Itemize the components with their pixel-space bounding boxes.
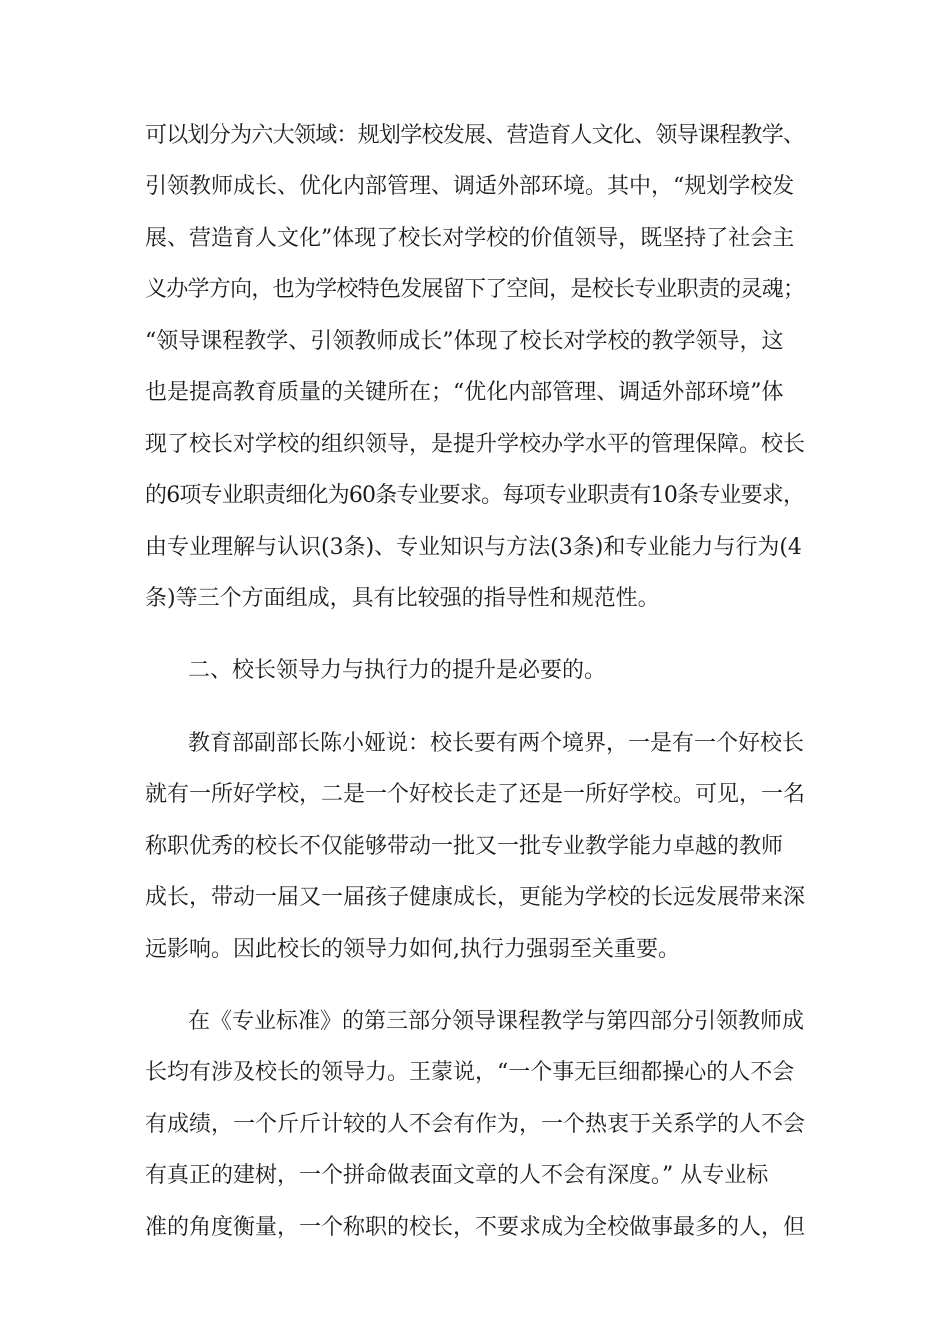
paragraph-2-line-5: 远影响。因此校长的领导力如何,执行力强弱至关重要。 [145,937,680,962]
paragraph-1-line-3: 展、营造育人文化”体现了校长对学校的价值领导，既坚持了社会主 [145,226,795,251]
paragraph-1-line-5: “领导课程教学、引领教师成长”体现了校长对学校的教学领导，这 [145,329,784,354]
paragraph-3-line-2: 长均有涉及校长的领导力。王蒙说，“一个事无巨细都操心的人不会 [145,1060,795,1085]
paragraph-3-line-4: 有真正的建树，一个拼命做表面文章的人不会有深度。” 从专业标 [145,1163,769,1188]
paragraph-2-line-3: 称职优秀的校长不仅能够带动一批又一批专业教学能力卓越的教师 [145,834,784,859]
paragraph-3-line-5: 准的角度衡量，一个称职的校长，不要求成为全校做事最多的人，但 [145,1215,806,1240]
paragraph-1-line-7: 现了校长对学校的组织领导，是提升学校办学水平的管理保障。校长 [145,432,806,457]
paragraph-1-line-9: 由专业理解与认识(3条)、专业知识与方法(3条)和专业能力与行为(4 [145,535,802,560]
paragraph-1-line-2: 引领教师成长、优化内部管理、调适外部环境。其中，“规划学校发 [145,174,795,199]
paragraph-1-line-4: 义办学方向，也为学校特色发展留下了空间，是校长专业职责的灵魂； [145,277,805,302]
paragraph-1-line-8: 的6项专业职责细化为60条专业要求。每项专业职责有10条专业要求， [145,483,805,508]
paragraph-1-line-1: 可以划分为六大领域：规划学校发展、营造育人文化、领导课程教学、 [145,123,805,148]
paragraph-3-line-1: 在《专业标准》的第三部分领导课程教学与第四部分引领教师成 [188,1009,805,1034]
paragraph-2-line-4: 成长，带动一届又一届孩子健康成长，更能为学校的长远发展带来深 [145,885,806,910]
paragraph-1-line-10: 条)等三个方面组成，具有比较强的指导性和规范性。 [145,586,660,611]
paragraph-3-line-3: 有成绩，一个斤斤计较的人不会有作为，一个热衷于关系学的人不会 [145,1112,806,1137]
paragraph-1-line-6: 也是提高教育质量的关键所在；“优化内部管理、调适外部环境”体 [145,380,784,405]
paragraph-2-line-2: 就有一所好学校，二是一个好校长走了还是一所好学校。可见，一名 [145,782,806,807]
section-heading: 二、校长领导力与执行力的提升是必要的。 [188,658,607,683]
paragraph-2-line-1: 教育部副部长陈小娅说：校长要有两个境界，一是有一个好校长 [188,731,805,756]
